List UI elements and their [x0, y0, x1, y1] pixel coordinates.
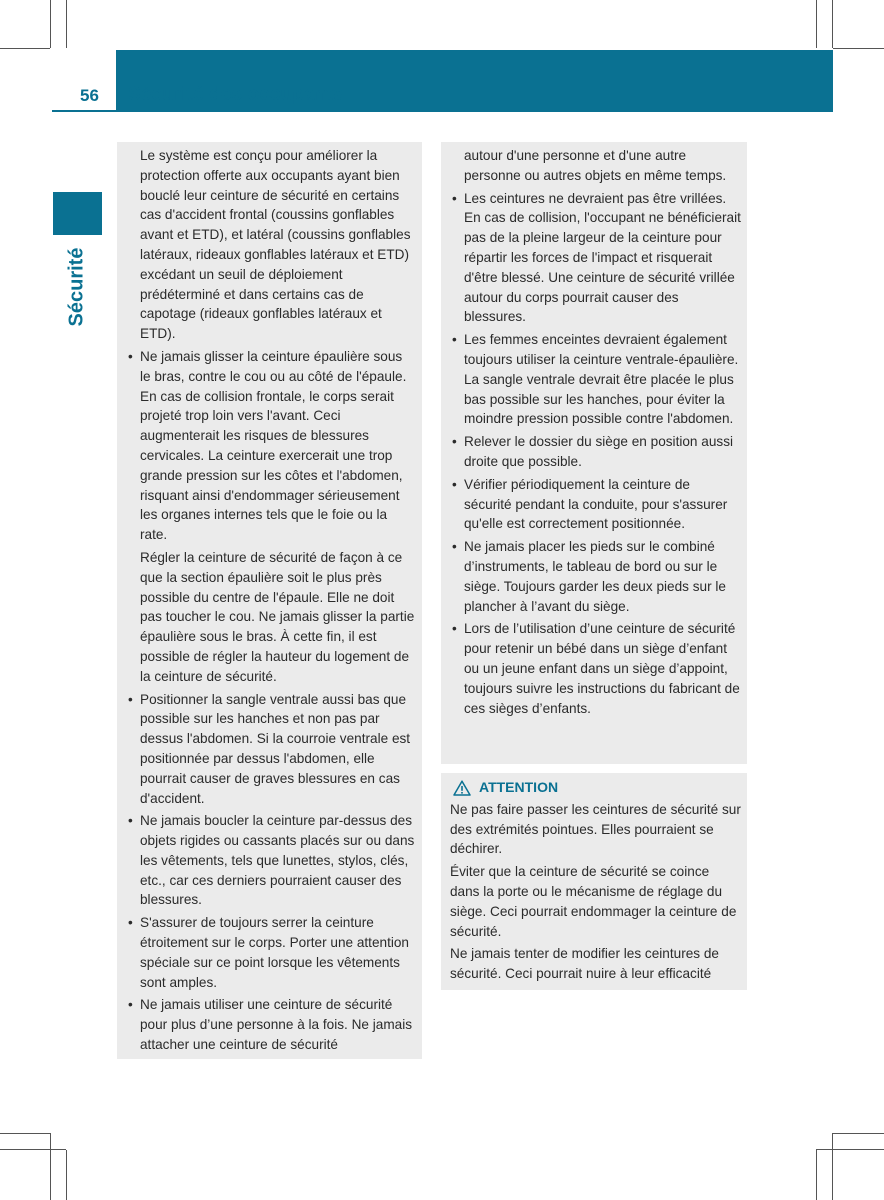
- list-item-text: Positionner la sangle ventrale aussi bas que possible sur les hanches et non pas par dessus l'abdomen. Si la courroie ventrale est positionnée par dessus l'abdomen, elle pourrait causer de graves blessures en cas d'accident.: [140, 691, 411, 806]
- warning-paragraph: Ne jamais tenter de modifier les ceintures de sécurité. Ceci pourrait nuire à leur efficacité: [450, 946, 719, 982]
- right-column: [441, 142, 747, 764]
- list-item-text: Vérifier périodiquement la ceinture de sécurité pendant la conduite, pour s'assurer qu'elle est correctement positionnée.: [464, 476, 728, 532]
- crop-mark: [833, 48, 884, 49]
- list-item-text: Lors de l’utilisation d’une ceinture de sécurité pour retenir un bébé dans un siège d’enfant ou un jeune enfant dans un siège d’appoint, toujours suivre les instructions du fabricant de ces sièges d’enfants.: [464, 621, 740, 716]
- bullet-icon: •: [128, 691, 133, 707]
- warning-triangle-icon: [453, 780, 471, 796]
- crop-mark: [816, 1150, 817, 1200]
- bullet-icon: •: [452, 539, 457, 555]
- bullet-icon: •: [452, 190, 457, 206]
- bullet-icon: •: [128, 915, 133, 931]
- crop-mark: [816, 1149, 884, 1150]
- list-item: [128, 811, 416, 910]
- list-item: [128, 913, 416, 992]
- list-item: [452, 189, 741, 328]
- list-item: [128, 995, 416, 1054]
- crop-mark: [66, 1150, 67, 1200]
- warning-title: ATTENTION: [479, 779, 559, 795]
- warning-paragraph: Éviter que la ceinture de sécurité se coince dans la porte ou le mécanisme de réglage du siège. Ceci pourrait endommager la ceinture de sécurité.: [450, 864, 737, 939]
- intro-paragraph: Le système est conçu pour améliorer la protection offerte aux occupants ayant bien bouclé leur ceinture de sécurité en certains cas d'accident frontal (coussins gonflables avant et ETD), et latéral (coussins gonflables latéraux, rideaux gonflables latéraux et ETD) excédant un seuil de déploiement prédéterminé et dans certains cas de capotage (rideaux gonflables latéraux et ETD).: [140, 148, 411, 342]
- bullet-icon: •: [452, 621, 457, 637]
- list-item: [452, 619, 741, 718]
- bullet-icon: •: [452, 434, 457, 450]
- side-tab-marker: [53, 192, 102, 235]
- bullet-icon: •: [128, 348, 133, 364]
- warning-paragraph: Ne pas faire passer les ceintures de sécurité sur des extrémités pointues. Elles pourraient se déchirer.: [450, 801, 741, 857]
- list-item-text: Ne jamais boucler la ceinture par-dessus des objets rigides ou cassants placés sur ou dans les vêtements, tels que lunettes, stylos, clés, etc., car ces derniers pourraient causer des blessures.: [140, 813, 415, 908]
- list-item-text: Ne jamais placer les pieds sur le combiné d’instruments, le tableau de bord ou sur le siège. Toujours garder les deux pieds sur le plancher à l’avant du siège.: [464, 539, 726, 614]
- crop-mark: [0, 48, 50, 49]
- bullet-icon: •: [128, 997, 133, 1013]
- list-item-text: Ne jamais utiliser une ceinture de sécurité pour plus d’une personne à la fois. Ne jamais attacher une ceinture de sécurité: [140, 997, 413, 1053]
- list-item: [452, 330, 741, 429]
- crop-mark: [50, 0, 51, 48]
- header-rule: [52, 110, 833, 112]
- list-item-continuation: Régler la ceinture de sécurité de façon à ce que la section épaulière soit le plus près possible du centre de l'épaule. Elle ne doit pas toucher le cou. Ne jamais glisser la partie épaulière sous le bras. À cette fin, il est possible de régler la hauteur du logement de la ceinture de sécurité.: [140, 549, 415, 684]
- continuation-paragraph: autour d'une personne et d'une autre personne ou autres objets en même temps.: [464, 148, 727, 183]
- list-item-text: Relever le dossier du siège en position aussi droite que possible.: [464, 434, 734, 469]
- list-item: [128, 347, 416, 545]
- crop-mark: [816, 0, 817, 48]
- warning-box: [441, 773, 747, 990]
- crop-mark: [832, 1133, 833, 1200]
- list-item-text: Les ceintures ne devraient pas être vrillées. En cas de collision, l'occupant ne bénéficierait pas de la pleine largeur de la ceinture pour répartir les forces de l'impact et risquerait d'être blessé. Une ceinture de sécurité vrillée autour du corps pourrait causer des blessures.: [464, 190, 741, 325]
- crop-mark: [50, 1133, 51, 1200]
- side-tab-label: Sécurité: [65, 247, 88, 327]
- bullet-icon: •: [452, 476, 457, 492]
- crop-mark: [833, 1133, 884, 1134]
- warning-header: [450, 778, 741, 798]
- page-title: Sécurité des occupants: [128, 84, 344, 105]
- list-item-text: S'assurer de toujours serrer la ceinture étroitement sur le corps. Porter une attention spéciale sur ce point lorsque les vêtements sont amples.: [140, 915, 409, 990]
- crop-mark: [66, 0, 67, 48]
- bullet-icon: •: [128, 813, 133, 829]
- bullet-icon: •: [452, 332, 457, 348]
- list-item-text: Ne jamais glisser la ceinture épaulière sous le bras, contre le cou ou au côté de l'épaule. En cas de collision frontale, le corps serait projeté trop loin vers l'avant. Ceci augmenterait les risques de blessures cervicales. La ceinture exercerait une trop grande pression sur les côtes et l'abdomen, risquant ainsi d'endommager sérieusement les organes internes tels que le foie ou la rate.: [140, 348, 407, 543]
- crop-mark: [0, 1133, 50, 1134]
- crop-mark: [0, 1149, 66, 1150]
- left-column: [117, 142, 422, 1059]
- crop-mark: [832, 0, 833, 48]
- list-item: [452, 475, 741, 534]
- page-number: 56: [80, 86, 99, 105]
- list-item-text: Les femmes enceintes devraient également toujours utiliser la ceinture ventrale-épaulière. La sangle ventrale devrait être placée le plus bas possible sur les hanches, pour éviter la moindre pression possible contre l'abdomen.: [464, 332, 739, 427]
- list-item: [452, 432, 741, 472]
- list-item: [452, 537, 741, 616]
- list-item: [128, 690, 416, 809]
